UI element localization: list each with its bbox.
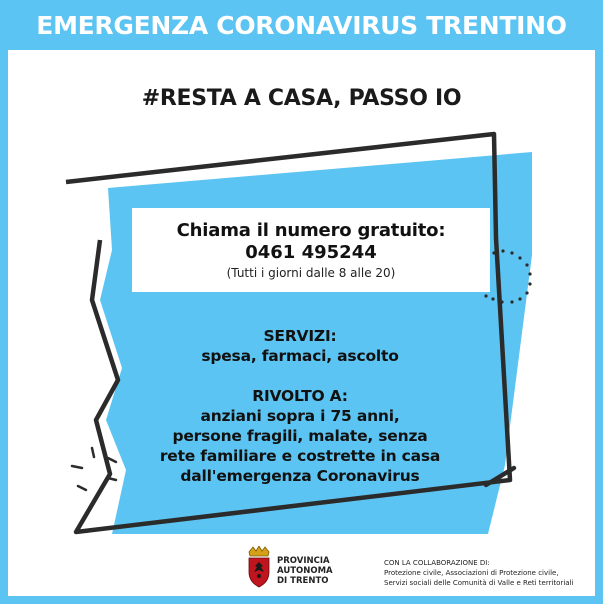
logo-line-1: PROVINCIA — [277, 556, 330, 566]
target-line-1: anziani sopra i 75 anni, — [200, 407, 400, 425]
collab-heading: CON LA COLLABORAZIONE DI: — [384, 559, 490, 567]
call-box — [132, 208, 490, 292]
call-number: 0461 495244 — [245, 242, 377, 263]
target-line-2: persone fragili, malate, senza — [172, 427, 428, 445]
logo-line-3: DI TRENTO — [277, 576, 329, 586]
target-line-4: dall'emergenza Coronavirus — [180, 467, 420, 485]
collab-line-2: Servizi sociali delle Comunità di Valle e Reti territoriali — [384, 579, 574, 587]
collaboration-note — [384, 558, 573, 588]
subtitle: #RESTA A CASA, PASSO IO — [141, 86, 462, 111]
coat-of-arms-icon — [246, 546, 272, 588]
call-hours: (Tutti i giorni dalle 8 alle 20) — [226, 266, 396, 280]
services-list: spesa, farmaci, ascolto — [201, 347, 399, 365]
target-line-3: rete familiare e costrette in casa — [159, 447, 441, 465]
provincia-logo — [246, 546, 333, 588]
services-block — [115, 326, 485, 366]
logo-line-2: AUTONOMA — [277, 566, 333, 576]
target-heading: RIVOLTO A: — [252, 387, 348, 405]
header-title: EMERGENZA CORONAVIRUS TRENTINO — [36, 10, 567, 40]
provincia-text — [277, 556, 333, 586]
services-heading: SERVIZI: — [263, 327, 337, 345]
target-block — [115, 386, 485, 486]
collab-line-1: Protezione civile, Associazioni di Protezione civile, — [384, 569, 559, 577]
call-title: Chiama il numero gratuito: — [176, 220, 446, 241]
